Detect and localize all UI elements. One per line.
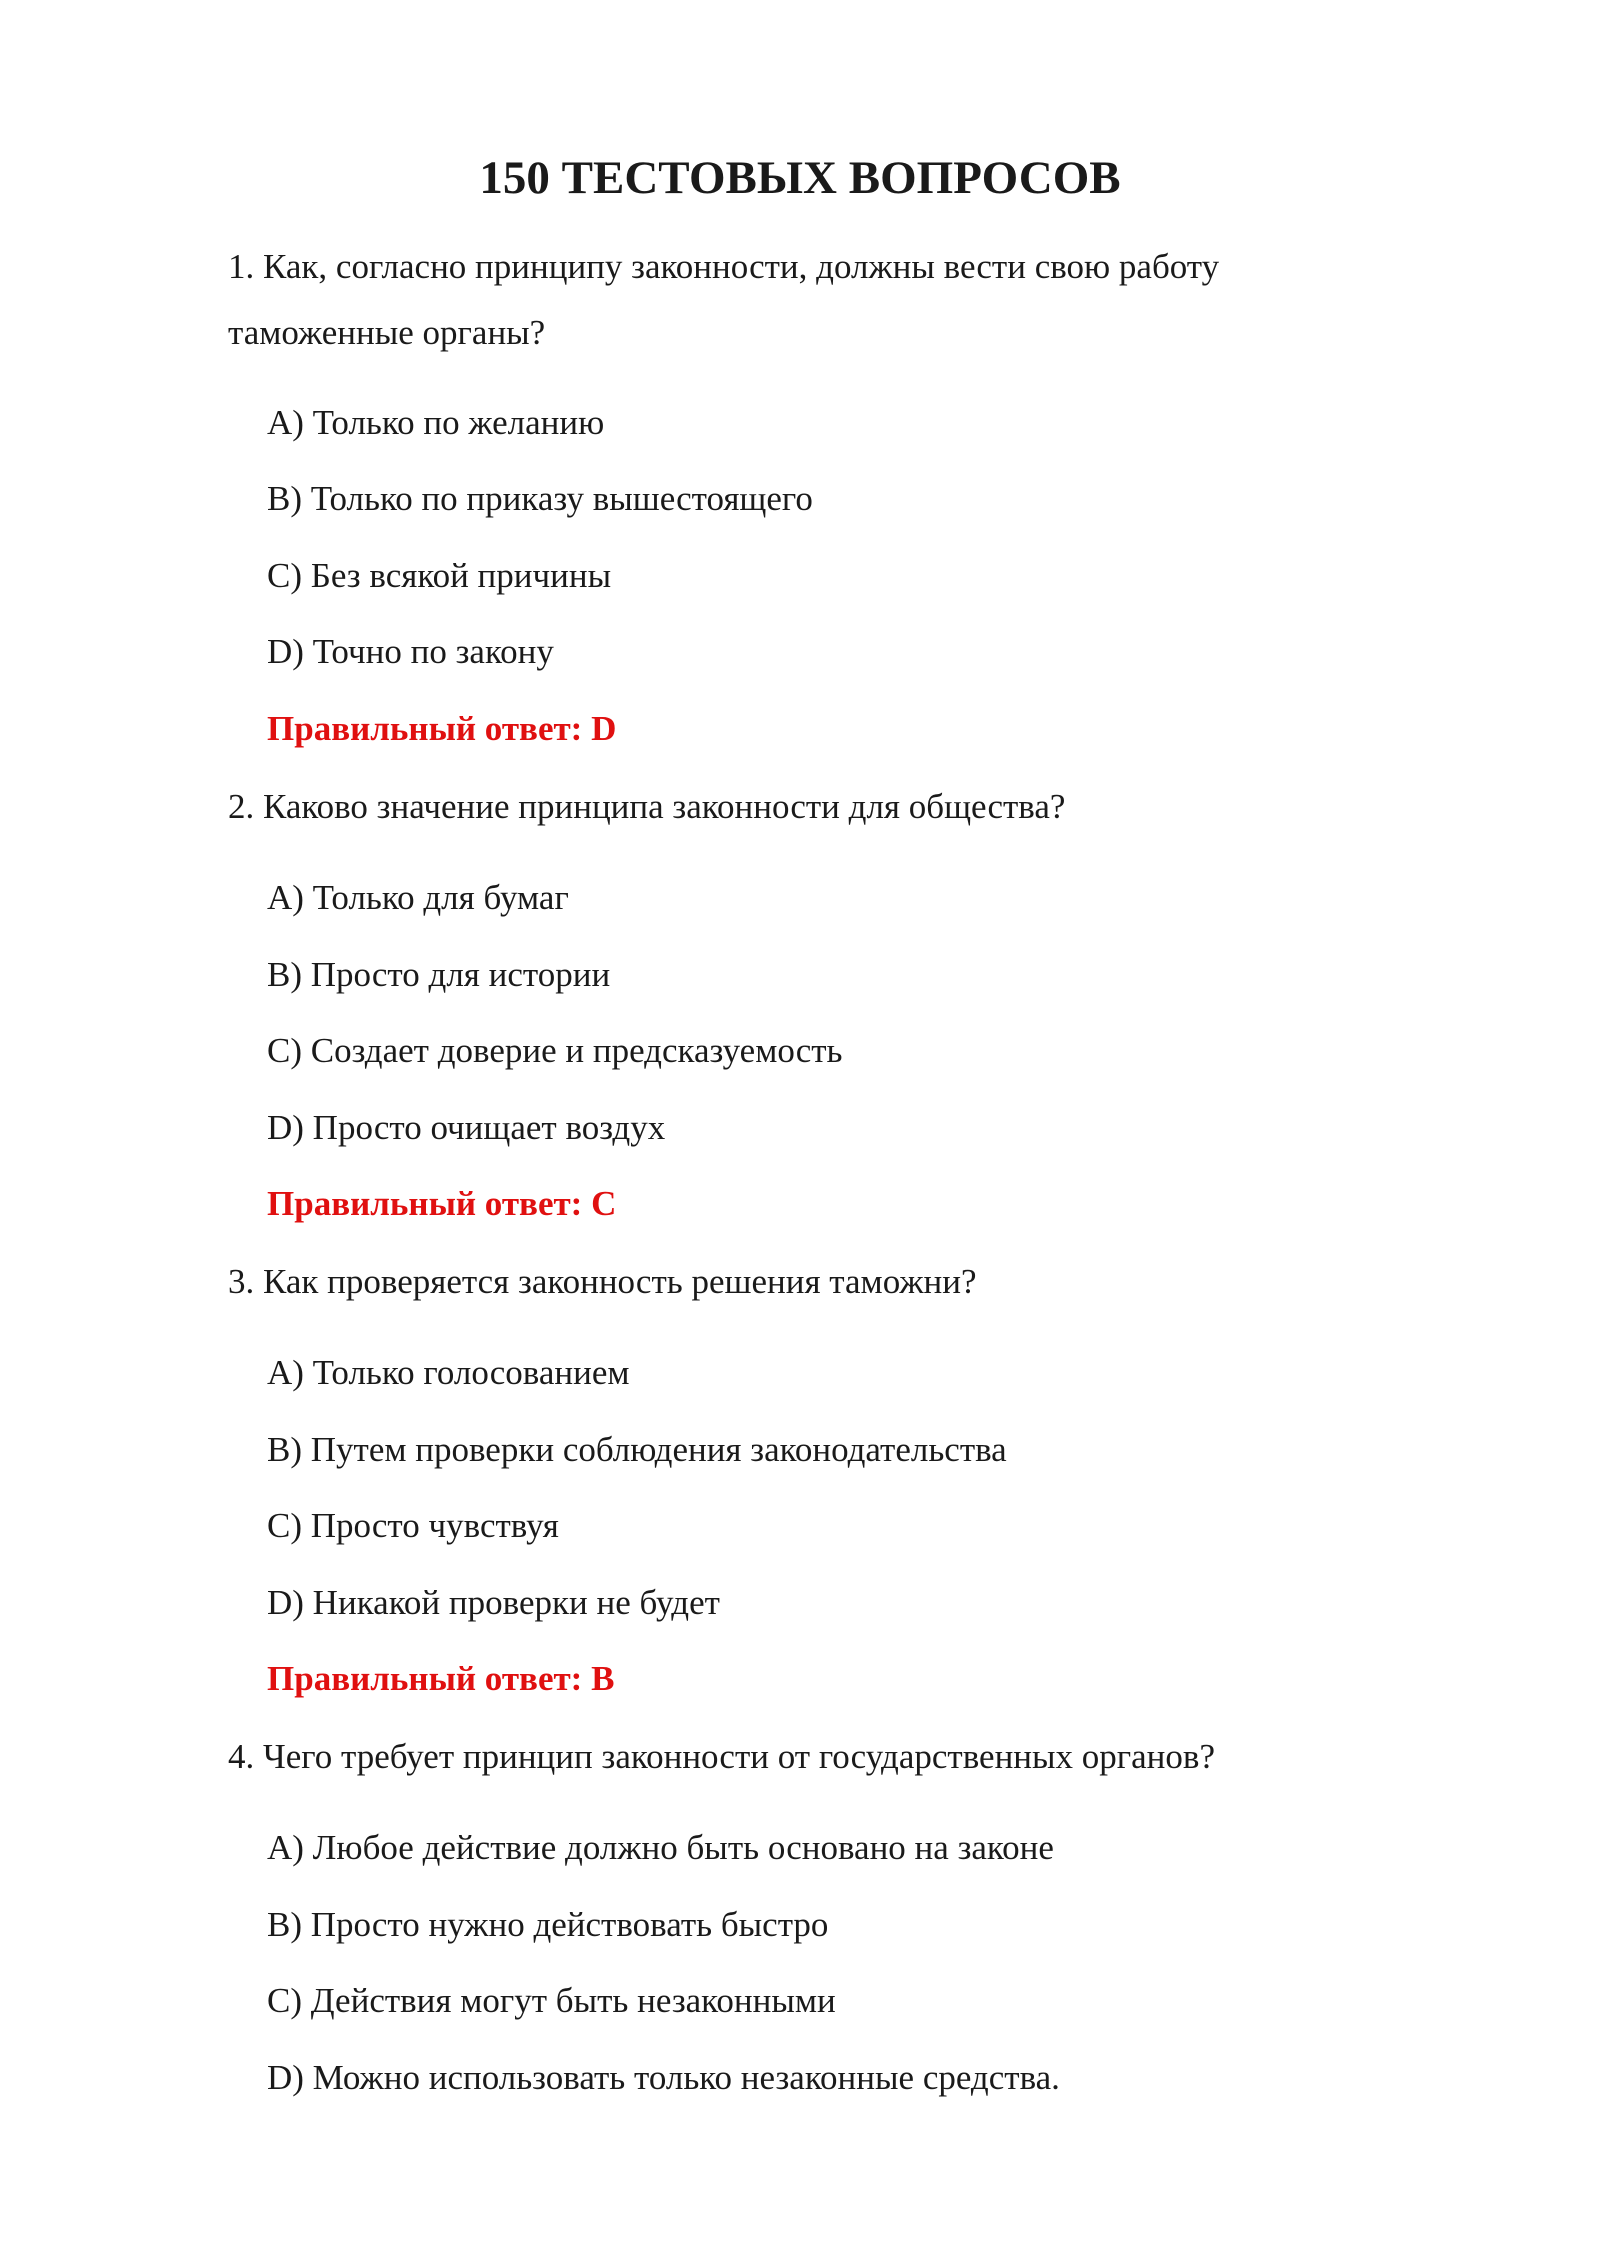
option-a: A) Только по желанию — [267, 403, 605, 442]
option-d: D) Точно по закону — [267, 632, 554, 671]
option-b: B) Только по приказу вышестоящего — [267, 479, 813, 518]
question-text: 4. Чего требует принцип законности от государственных органов? — [228, 1737, 1215, 1776]
option-d: D) Просто очищает воздух — [267, 1108, 666, 1147]
correct-answer: Правильный ответ: D — [267, 709, 617, 748]
option-d: D) Можно использовать только незаконные средства. — [267, 2058, 1060, 2097]
option-b: B) Путем проверки соблюдения законодательства — [267, 1430, 1007, 1469]
question-text: 3. Как проверяется законность решения таможни? — [228, 1262, 977, 1301]
option-c: C) Просто чувствуя — [267, 1506, 559, 1545]
document-title: 150 ТЕСТОВЫХ ВОПРОСОВ — [479, 152, 1121, 204]
option-c: C) Без всякой причины — [267, 556, 612, 595]
option-c: C) Создает доверие и предсказуемость — [267, 1031, 843, 1070]
option-b: B) Просто нужно действовать быстро — [267, 1905, 829, 1944]
option-a: A) Только для бумаг — [267, 878, 569, 917]
correct-answer: Правильный ответ: C — [267, 1184, 617, 1223]
option-a: A) Любое действие должно быть основано на законе — [267, 1828, 1054, 1867]
option-d: D) Никакой проверки не будет — [267, 1583, 720, 1622]
option-c: C) Действия могут быть незаконными — [267, 1981, 836, 2020]
question-text: 1. Как, согласно принципу законности, должны вести свою работу таможенные органы? — [228, 247, 1220, 352]
option-a: A) Только голосованием — [267, 1353, 630, 1392]
option-b: B) Просто для истории — [267, 955, 611, 994]
question-text: 2. Каково значение принципа законности для общества? — [228, 787, 1066, 826]
correct-answer: Правильный ответ: B — [267, 1659, 615, 1698]
